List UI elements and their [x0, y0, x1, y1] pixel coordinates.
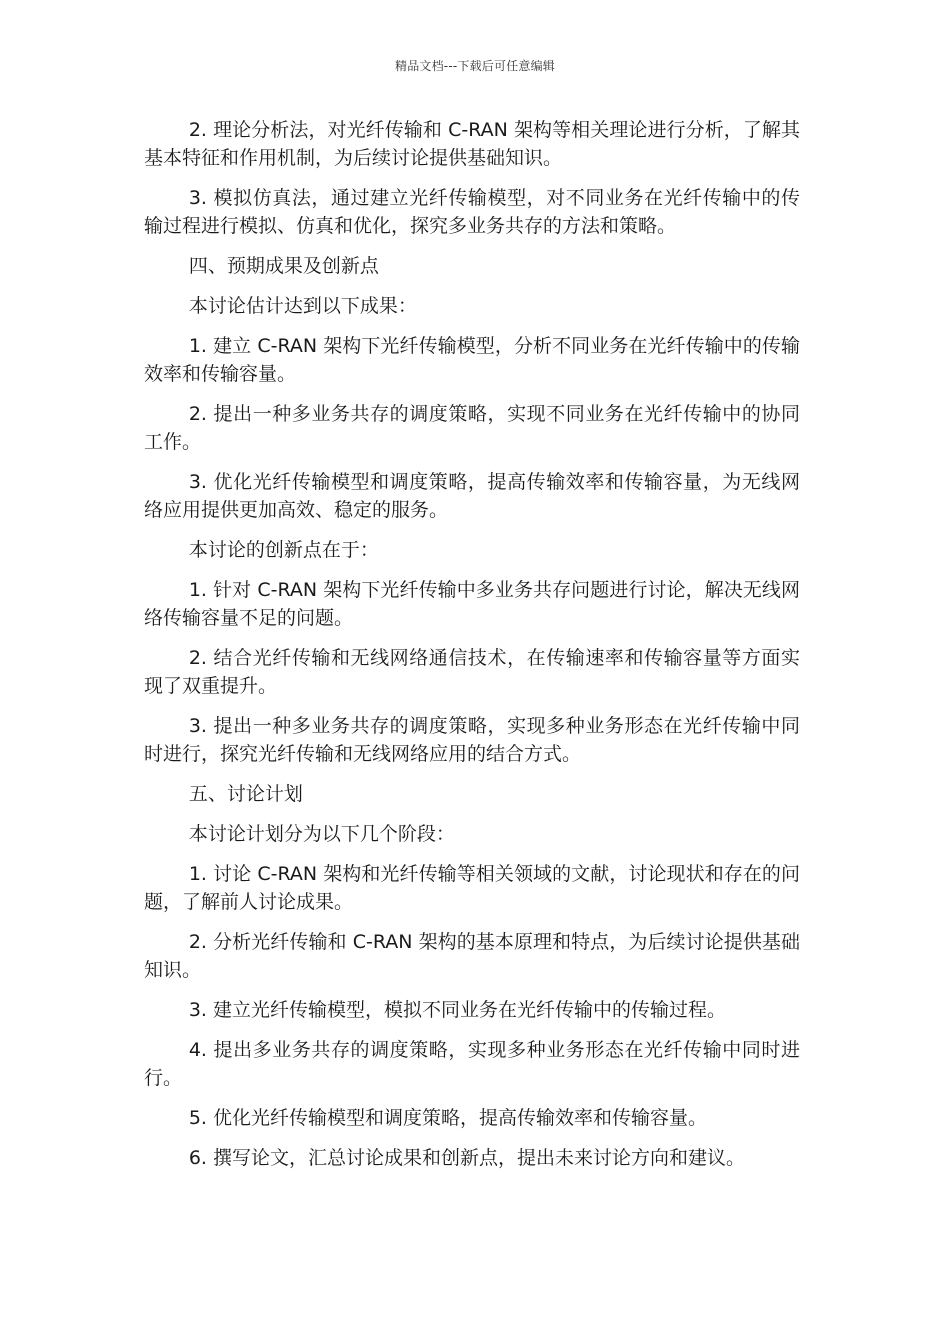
paragraph-innovation-3: 3. 提出一种多业务共存的调度策略，实现多种业务形态在光纤传输中同时进行，探究光纤传输和无线网络应用的结合方式。 — [144, 715, 800, 765]
page-header: 精品文档---下载后可任意编辑 — [395, 59, 555, 73]
paragraph-result-2: 2. 提出一种多业务共存的调度策略，实现不同业务在光纤传输中的协同工作。 — [144, 403, 800, 453]
document-body — [144, 116, 800, 1184]
paragraph-result-1: 1. 建立 C-RAN 架构下光纤传输模型，分析不同业务在光纤传输中的传输效率和传输容量。 — [144, 335, 800, 385]
paragraph-plan-intro: 本讨论计划分为以下几个阶段： — [188, 823, 455, 845]
paragraph-plan-1: 1. 讨论 C-RAN 架构和光纤传输等相关领域的文献，讨论现状和存在的问题，了解前人讨论成果。 — [144, 863, 800, 913]
paragraph-results-intro: 本讨论估计达到以下成果： — [188, 295, 417, 317]
paragraph-innovation-intro: 本讨论的创新点在于： — [188, 539, 379, 561]
paragraph-method-2: 2. 理论分析法，对光纤传输和 C-RAN 架构等相关理论进行分析，了解其基本特征和作用机制，为后续讨论提供基础知识。 — [144, 119, 800, 169]
paragraph-plan-3: 3. 建立光纤传输模型，模拟不同业务在光纤传输中的传输过程。 — [188, 999, 726, 1021]
paragraph-plan-5: 5. 优化光纤传输模型和调度策略，提高传输效率和传输容量。 — [188, 1107, 707, 1129]
paragraph-plan-6: 6. 撰写论文，汇总讨论成果和创新点，提出未来讨论方向和建议。 — [188, 1147, 745, 1169]
paragraph-result-3: 3. 优化光纤传输模型和调度策略，提高传输效率和传输容量，为无线网络应用提供更加高效、稳定的服务。 — [144, 471, 800, 521]
paragraph-plan-4: 4. 提出多业务共存的调度策略，实现多种业务形态在光纤传输中同时进行。 — [144, 1039, 800, 1089]
paragraph-plan-2: 2. 分析光纤传输和 C-RAN 架构的基本原理和特点，为后续讨论提供基础知识。 — [144, 931, 800, 981]
paragraph-method-3: 3. 模拟仿真法，通过建立光纤传输模型，对不同业务在光纤传输中的传输过程进行模拟、仿真和优化，探究多业务共存的方法和策略。 — [144, 187, 800, 237]
section-heading-4: 四、预期成果及创新点 — [188, 255, 379, 277]
section-heading-5: 五、讨论计划 — [188, 783, 303, 805]
paragraph-innovation-2: 2. 结合光纤传输和无线网络通信技术，在传输速率和传输容量等方面实现了双重提升。 — [144, 647, 800, 697]
paragraph-innovation-1: 1. 针对 C-RAN 架构下光纤传输中多业务共存问题进行讨论，解决无线网络传输容量不足的问题。 — [144, 579, 800, 629]
